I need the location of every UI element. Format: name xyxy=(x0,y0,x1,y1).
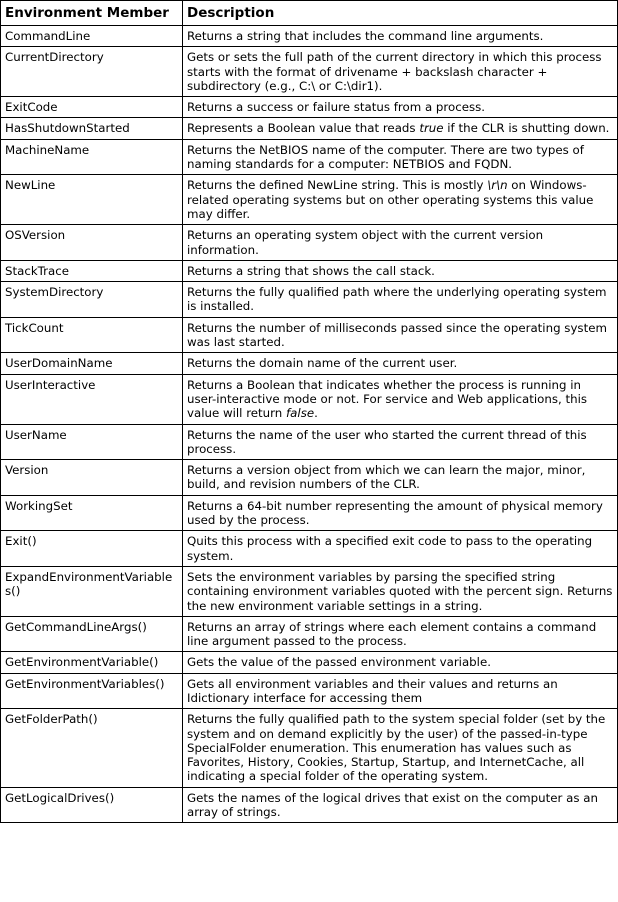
table-row xyxy=(1,531,618,567)
table-row xyxy=(1,673,618,709)
member-description-cell: Returns the domain name of the current user. xyxy=(183,353,618,374)
table-row xyxy=(1,460,618,496)
member-name-cell: StackTrace xyxy=(1,260,183,281)
member-name-cell: UserInteractive xyxy=(1,374,183,424)
member-name-cell: Version xyxy=(1,460,183,496)
member-name-cell: CommandLine xyxy=(1,26,183,47)
table-row xyxy=(1,353,618,374)
table-row xyxy=(1,709,618,787)
member-name-cell: GetEnvironmentVariable() xyxy=(1,652,183,673)
member-description-cell: Returns the fully qualified path where the underlying operating system is installed. xyxy=(183,282,618,318)
member-column-header: Environment Member xyxy=(1,1,183,26)
table-row xyxy=(1,47,618,97)
member-name-cell: ExpandEnvironmentVariables() xyxy=(1,566,183,616)
member-description-cell: Gets the value of the passed environment variable. xyxy=(183,652,618,673)
table-row xyxy=(1,139,618,175)
description-text: on Windows-related operating systems but on other operating systems this value may differ. xyxy=(187,178,594,221)
member-description-cell: Returns the number of milliseconds passed since the operating system was last started. xyxy=(183,317,618,353)
member-description-cell: Returns a 64-bit number representing the amount of physical memory used by the process. xyxy=(183,495,618,531)
member-description-cell: Returns a string that shows the call stack. xyxy=(183,260,618,281)
member-description-cell: Gets or sets the full path of the current directory in which this process starts with the format of drivename + backslash character + subdirectory (e.g., C:\ or C:\dir1). xyxy=(183,47,618,97)
member-name-cell: GetFolderPath() xyxy=(1,709,183,787)
member-description-cell xyxy=(183,374,618,424)
member-name-cell: MachineName xyxy=(1,139,183,175)
table-row xyxy=(1,317,618,353)
member-name-cell: GetCommandLineArgs() xyxy=(1,616,183,652)
description-text: Returns the defined NewLine string. This is mostly xyxy=(187,178,488,193)
member-description-cell: Sets the environment variables by parsing the specified string containing environment variables quoted with the percent sign. Returns the new environment variable settings in a string. xyxy=(183,566,618,616)
table-row xyxy=(1,616,618,652)
member-name-cell: TickCount xyxy=(1,317,183,353)
member-description-cell xyxy=(183,118,618,139)
table-row xyxy=(1,97,618,118)
table-row xyxy=(1,282,618,318)
member-name-cell: ExitCode xyxy=(1,97,183,118)
member-description-cell: Returns an operating system object with the current version information. xyxy=(183,225,618,261)
member-description-cell: Returns a success or failure status from a process. xyxy=(183,97,618,118)
member-name-cell: HasShutdownStarted xyxy=(1,118,183,139)
member-name-cell: WorkingSet xyxy=(1,495,183,531)
table-row xyxy=(1,787,618,823)
member-description-cell: Returns a version object from which we can learn the major, minor, build, and revision numbers of the CLR. xyxy=(183,460,618,496)
description-emphasis: \r\n xyxy=(487,178,508,193)
member-name-cell: OSVersion xyxy=(1,225,183,261)
member-name-cell: UserName xyxy=(1,424,183,460)
member-name-cell: SystemDirectory xyxy=(1,282,183,318)
member-description-cell: Gets the names of the logical drives that exist on the computer as an array of strings. xyxy=(183,787,618,823)
description-column-header: Description xyxy=(183,1,618,26)
member-name-cell: Exit() xyxy=(1,531,183,567)
description-emphasis: false xyxy=(286,406,315,421)
table-row xyxy=(1,260,618,281)
member-description-cell xyxy=(183,175,618,225)
table-row xyxy=(1,566,618,616)
member-description-cell: Returns a string that includes the command line arguments. xyxy=(183,26,618,47)
member-description-cell: Gets all environment variables and their values and returns an Idictionary interface for accessing them xyxy=(183,673,618,709)
member-description-cell: Returns the fully qualified path to the system special folder (set by the system and on demand explicitly by the user) of the passed-in-type SpecialFolder enumeration. This enumeration has values such as Favorites, History, Cookies, Startup, Startup, and InternetCache, all indicating a special folder of the operating system. xyxy=(183,709,618,787)
member-name-cell: GetEnvironmentVariables() xyxy=(1,673,183,709)
description-text: if the CLR is shutting down. xyxy=(443,121,610,136)
member-name-cell: GetLogicalDrives() xyxy=(1,787,183,823)
table-row xyxy=(1,374,618,424)
table-row xyxy=(1,495,618,531)
table-row xyxy=(1,424,618,460)
member-name-cell: CurrentDirectory xyxy=(1,47,183,97)
member-description-cell: Quits this process with a specified exit code to pass to the operating system. xyxy=(183,531,618,567)
table-row xyxy=(1,118,618,139)
table-row xyxy=(1,26,618,47)
member-description-cell: Returns the name of the user who started the current thread of this process. xyxy=(183,424,618,460)
member-description-cell: Returns an array of strings where each element contains a command line argument passed to the process. xyxy=(183,616,618,652)
member-description-cell: Returns the NetBIOS name of the computer. There are two types of naming standards for a computer: NETBIOS and FQDN. xyxy=(183,139,618,175)
member-name-cell: NewLine xyxy=(1,175,183,225)
table-row xyxy=(1,652,618,673)
description-text: Returns a Boolean that indicates whether the process is running in user-interactive mode or not. For service and Web applications, this value will return xyxy=(187,377,588,421)
header-row xyxy=(1,1,618,26)
table-row xyxy=(1,225,618,261)
table-row xyxy=(1,175,618,225)
description-text: Represents a Boolean value that reads xyxy=(187,121,420,136)
description-text: . xyxy=(314,406,318,421)
description-emphasis: true xyxy=(419,121,444,136)
member-name-cell: UserDomainName xyxy=(1,353,183,374)
